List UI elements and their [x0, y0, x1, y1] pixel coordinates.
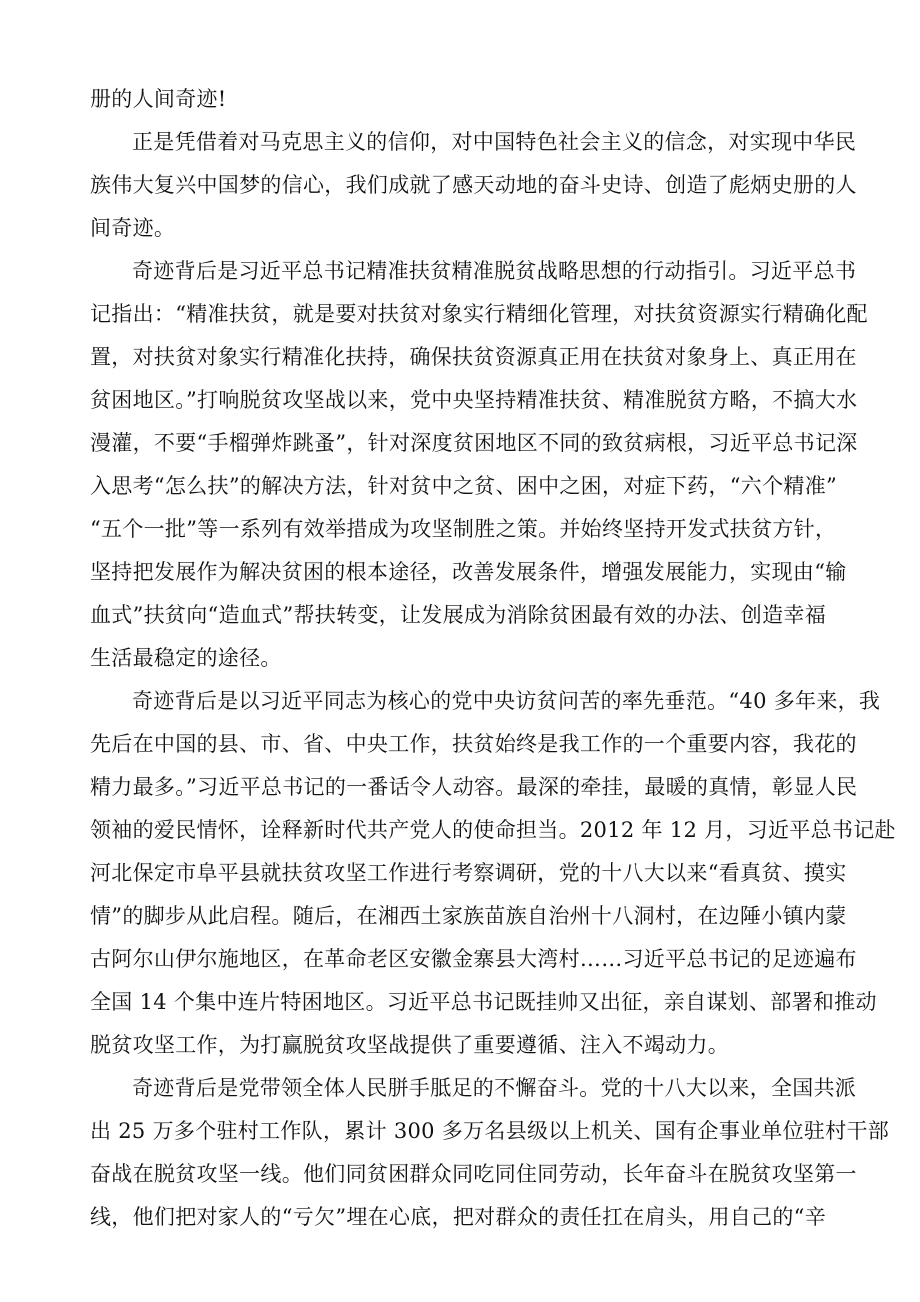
paragraph-collective-struggle — [90, 1067, 890, 1239]
text-line: 奋战在脱贫攻坚一线。他们同贫困群众同吃同住同劳动，长年奋斗在脱贫攻坚第一 — [90, 1162, 857, 1186]
paragraph-belief — [90, 121, 857, 250]
paragraph-leadership-example — [90, 680, 896, 1067]
text-line: 领袖的爱民情怀，诠释新时代共产党人的使命担当。2012 年 12 月，习近平总书记赴 — [90, 818, 896, 842]
text-line: 奇迹背后是党带领全体人民胼手胝足的不懈奋斗。党的十八大以来，全国共派 — [132, 1076, 857, 1100]
text-line: 入思考“怎么扶”的解决方法，针对贫中之贫、困中之困，对症下药，“六个精准” — [90, 474, 838, 498]
paragraph-precision-poverty — [90, 250, 868, 680]
text-line: 漫灌，不要“手榴弹炸跳蚤”，针对深度贫困地区不同的致贫病根，习近平总书记深 — [90, 431, 858, 455]
text-line: 生活最稳定的途径。 — [90, 646, 282, 670]
text-line: 河北保定市阜平县就扶贫攻坚工作进行考察调研，党的十八大以来“看真贫、摸实 — [90, 861, 847, 885]
text-line: 血式”扶贫向“造血式”帮扶转变，让发展成为消除贫困最有效的办法、创造幸福 — [90, 603, 827, 627]
text-line: 情”的脚步从此启程。随后，在湘西土家族苗族自治州十八洞村，在边陲小镇内蒙 — [90, 904, 847, 928]
text-line: 先后在中国的县、市、省、中央工作，扶贫始终是我工作的一个重要内容，我花的 — [90, 732, 857, 756]
text-line: 奇迹背后是以习近平同志为核心的党中央访贫问苦的率先垂范。“40 多年来，我 — [132, 689, 881, 713]
text-line: “五个一批”等一系列有效举措成为攻坚制胜之策。并始终坚持开发式扶贫方针， — [90, 517, 837, 541]
text-line: 正是凭借着对马克思主义的信仰，对中国特色社会主义的信念，对实现中华民 — [132, 130, 857, 154]
text-line: 古阿尔山伊尔施地区，在革命老区安徽金寨县大湾村……习近平总书记的足迹遍布 — [90, 947, 857, 971]
text-line: 置，对扶贫对象实行精准化扶持，确保扶贫资源真正用在扶贫对象身上、真正用在 — [90, 345, 857, 369]
text-line: 坚持把发展作为解决贫困的根本途径，改善发展条件，增强发展能力，实现由“输 — [90, 560, 847, 584]
text-line: 出 25 万多个驻村工作队，累计 300 多万名县级以上机关、国有企事业单位驻村干部 — [90, 1119, 890, 1143]
text-line: 脱贫攻坚工作，为打赢脱贫攻坚战提供了重要遵循、注入不竭动力。 — [90, 1033, 729, 1057]
text-line: 记指出：“精准扶贫，就是要对扶贫对象实行精细化管理，对扶贫资源实行精确化配 — [90, 302, 868, 326]
text-line: 全国 14 个集中连片特困地区。习近平总书记既挂帅又出征，亲自谋划、部署和推动 — [90, 990, 877, 1014]
text-line: 精力最多。”习近平总书记的一番话令人动容。最深的牵挂，最暖的真情，彰显人民 — [90, 775, 858, 799]
text-line: 线，他们把对家人的“亏欠”埋在心底，把对群众的责任扛在肩头，用自己的“辛 — [90, 1205, 827, 1229]
text-line: 间奇迹。 — [90, 216, 176, 240]
text-line: 奇迹背后是习近平总书记精准扶贫精准脱贫战略思想的行动指引。习近平总书 — [132, 259, 857, 283]
text-line: 册的人间奇迹! — [90, 87, 227, 111]
paragraph-continuation — [90, 78, 850, 121]
document-body — [90, 78, 896, 1239]
text-line: 族伟大复兴中国梦的信心，我们成就了感天动地的奋斗史诗、创造了彪炳史册的人 — [90, 173, 857, 197]
text-line: 贫困地区。”打响脱贫攻坚战以来，党中央坚持精准扶贫、精准脱贫方略，不搞大水 — [90, 388, 858, 412]
